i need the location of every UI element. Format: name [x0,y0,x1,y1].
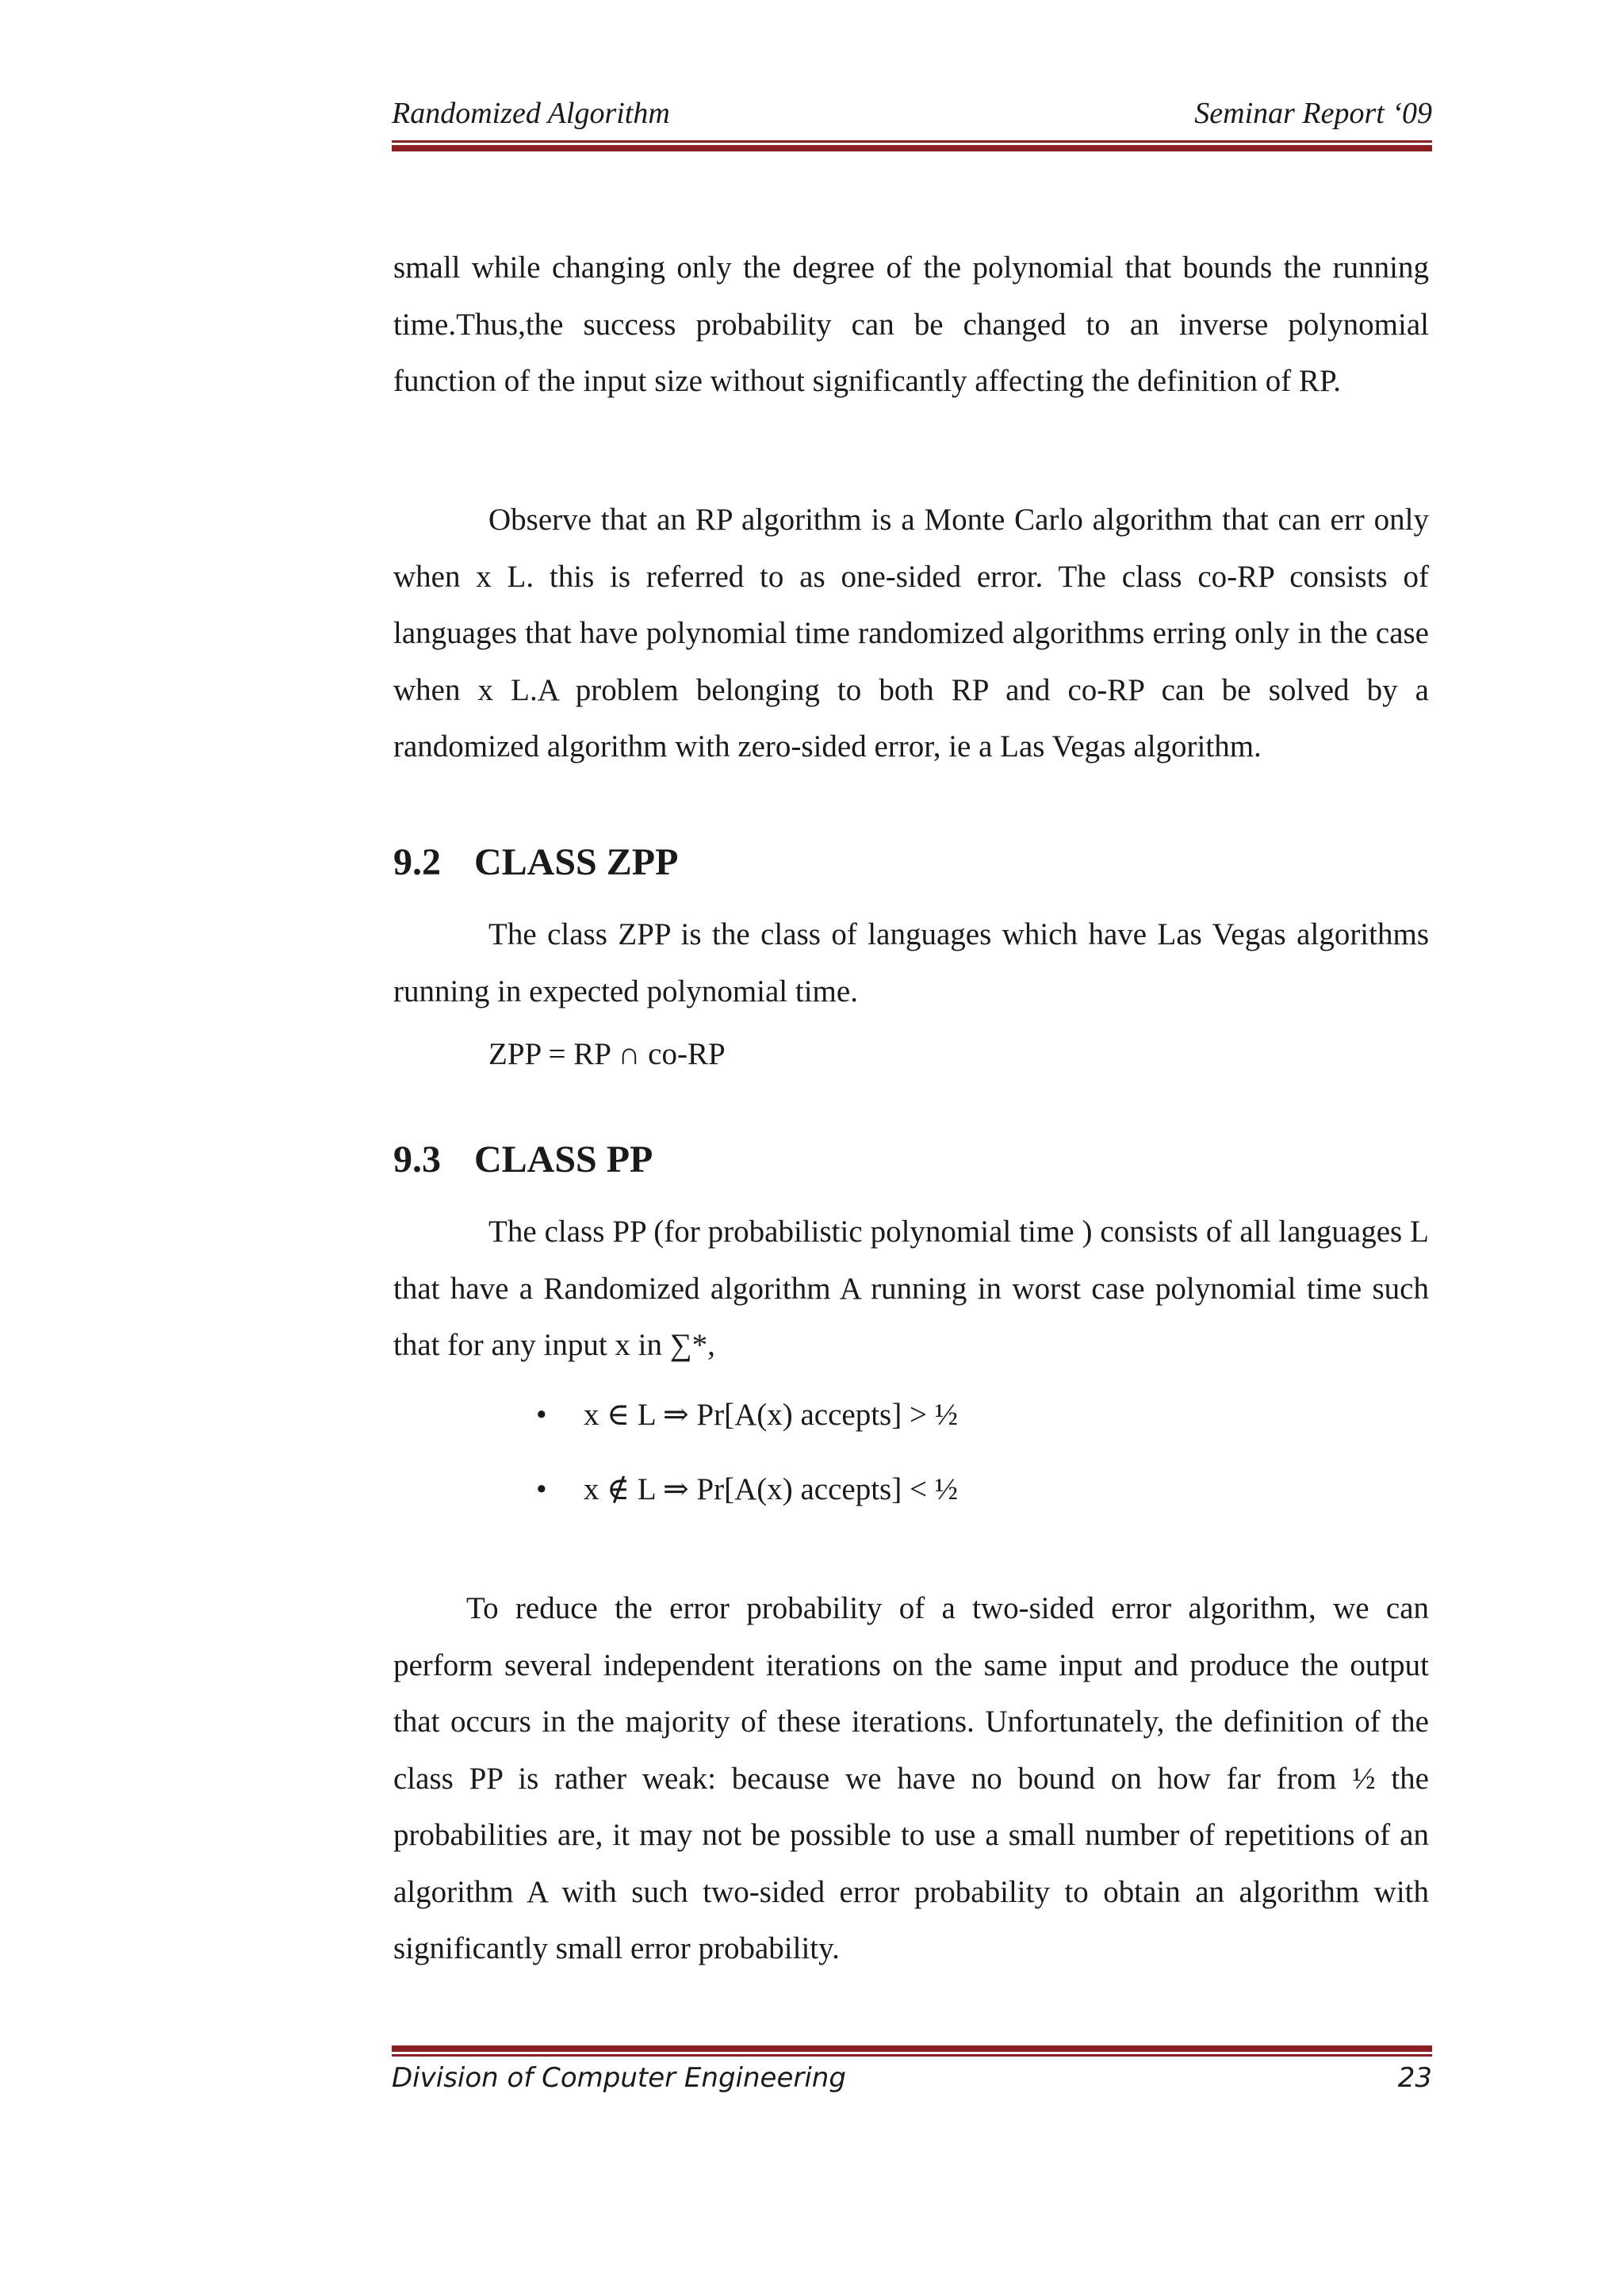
bullet-dot: • [536,1472,547,1506]
section-title: CLASS PP [474,1138,653,1181]
section-number: 9.2 [393,841,441,883]
footer-rule-thin [392,2054,1432,2057]
paragraph-error-reduction: To reduce the error probability of a two-sided error algorithm, we can perform several independent iterations on the same input and produce the output that occurs in the majority of these iterations. Unfortunately, the definition of the class PP is rather weak: because we have no bound on how far from ½ the probabilities are, it may not be possible to use a small number of repetitions of an algorithm A with such two-sided error probability to obtain an algorithm with significantly small error probability. [393,1591,1429,1965]
header-report: Seminar Report ‘09 [1194,97,1432,130]
section-heading-9-3 [393,1136,653,1184]
bullet-text: x ∈ L ⇒ Pr[A(x) accepts] > ½ [584,1398,958,1432]
section-heading-9-2 [393,839,678,886]
section-title: CLASS ZPP [474,841,679,883]
paragraph-zpp-definition: The class ZPP is the class of languages which have Las Vegas algorithms running in expected polynomial time. [393,917,1429,1008]
page-number: 23 [1397,2062,1432,2094]
bullet-item [536,1466,958,1513]
header-rule-thin [392,140,1432,143]
header-rule-thick [392,145,1432,151]
header-title: Randomized Algorithm [392,97,670,130]
paragraph-pp-definition: The class PP (for probabilistic polynomial time ) consists of all languages L that have a Randomized algorithm A running in worst case polynomial time such that for any input x in ∑*, [393,1215,1429,1362]
bullet-text: x ∉ L ⇒ Pr[A(x) accepts] < ½ [584,1472,958,1506]
bullet-item [536,1391,958,1439]
paragraph-continued: small while changing only the degree of the polynomial that bounds the running time.Thus,the success probability can be changed to an inverse polynomial function of the input size without significantly affecting the definition of RP. [393,251,1429,398]
bullet-dot: • [536,1398,547,1432]
section-number: 9.3 [393,1138,441,1181]
paragraph-rp-observation: Observe that an RP algorithm is a Monte Carlo algorithm that can err only when x L. this is referred to as one-sided error. The class co-RP consists of languages that have polynomial time randomized algorithms erring only in the case when x L.A problem belonging to both RP and co-RP can be solved by a randomized algorithm with zero-sided error, ie a Las Vegas algorithm. [393,503,1429,763]
footer-rule-thick [392,2045,1432,2052]
footer-division: Division of Computer Engineering [392,2062,846,2094]
formula-zpp: ZPP = RP ∩ co-RP [488,1037,726,1071]
